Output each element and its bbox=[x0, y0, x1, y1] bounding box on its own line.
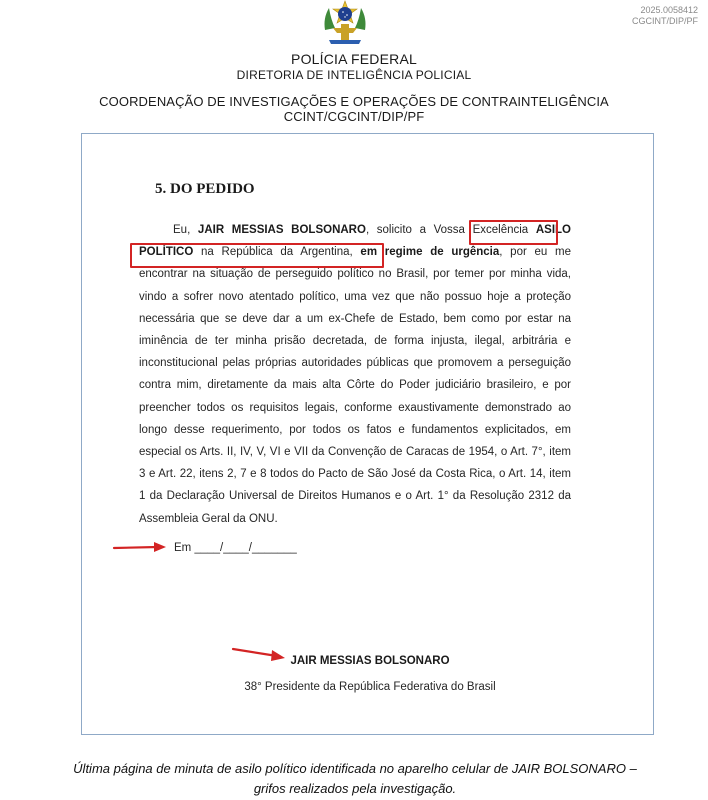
document-reference bbox=[632, 5, 698, 27]
date-field-line: Em ____/____/_______ bbox=[174, 542, 297, 554]
paragraph-part3: , por eu me encontrar na situação de perseguido político no Brasil, por temer por minha vida, vindo a sofrer novo atentado político, uma vez que não possuo hoje a proteção necessária que se deve dar a um ex-Chefe de Estado, bem como por estar na iminência de ter minha prisão decretada, de forma injusta, ilegal, arbitrária e inconstitucional pelas próprias autoridades públicas que promovem a perseguição contra mim, diretamente da mais alta Côrte do Poder judiciário brasileiro, e por preencher todos os requisitos legais, conforme exaustivamente demonstrado ao longo desse requerimento, por todos os fatos e fundamentos explicitados, em especial os Arts. II, IV, V, VI e VII da Convenção de Caracas de 1954, o Art. 7°, item 3 e Art. 22, itens 2, 7 e 8 todos do Pacto de São José da Costa Rica, o Art. 14, item 1 da Declaração Universal de Direitos Humanos e o Art. 1° da Resolução 2312 da Assembleia Geral da ONU. bbox=[139, 246, 571, 525]
reference-unit: CGCINT/DIP/PF bbox=[631, 16, 698, 26]
signature-name: JAIR MESSIAS BOLSONARO bbox=[290, 655, 450, 667]
paragraph-intro: Eu, bbox=[173, 224, 198, 236]
highlight-regime-urgencia: em regime de urgência bbox=[360, 246, 500, 259]
signature-title: 38° Presidente da República Federativa do Brasil bbox=[244, 681, 496, 693]
paragraph-part2: na República da Argentina, bbox=[193, 246, 361, 259]
header-directorate: DIRETORIA DE INTELIGÊNCIA POLICIAL bbox=[236, 68, 472, 82]
paragraph-part1: , solicito a Vossa Excelência bbox=[365, 224, 536, 236]
request-paragraph bbox=[139, 219, 571, 530]
section-title: 5. DO PEDIDO bbox=[155, 181, 255, 197]
brazil-coat-of-arms-icon bbox=[319, 0, 371, 46]
header-unit-code: CCINT/CGCINT/DIP/PF bbox=[283, 109, 425, 124]
reference-number: 2025.0058412 bbox=[640, 5, 698, 15]
figure-caption: Última página de minuta de asilo político identificada no aparelho celular de JAIR BOLSONARO – grifos realizados pela investigação. bbox=[73, 761, 637, 796]
red-arrow-date-icon bbox=[112, 540, 168, 554]
header-coordination: COORDENAÇÃO DE INVESTIGAÇÕES E OPERAÇÕES DE CONTRAINTELIGÊNCIA bbox=[99, 94, 609, 109]
highlight-asilo-politico: ASILO POLÍTICO bbox=[139, 224, 571, 259]
header-institution: POLÍCIA FEDERAL bbox=[291, 51, 417, 67]
requester-name: JAIR MESSIAS BOLSONARO bbox=[197, 224, 366, 236]
